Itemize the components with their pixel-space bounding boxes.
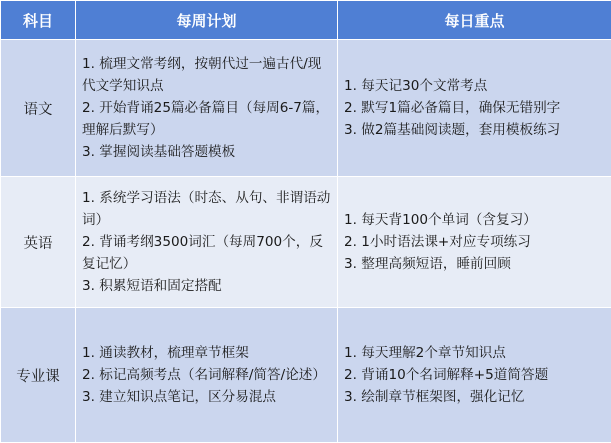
daily-focus-list [344, 342, 605, 408]
list-item: 1. 每天理解2个章节知识点 [344, 342, 605, 364]
list-item: 2. 开始背诵25篇必备篇目（每周6-7篇，理解后默写） [82, 97, 331, 141]
list-item: 3. 绘制章节框架图，强化记忆 [344, 386, 605, 408]
header-daily-focus: 每日重点 [338, 1, 611, 40]
table-header [1, 1, 611, 40]
weekly-plan-cell [76, 177, 338, 308]
weekly-plan-cell [76, 308, 338, 443]
header-row [1, 1, 611, 40]
daily-focus-cell [338, 40, 611, 177]
list-item: 1. 梳理文常考纲，按朝代过一遍古代/现代文学知识点 [82, 53, 331, 97]
daily-focus-cell [338, 308, 611, 443]
list-item: 1. 每天记30个文常考点 [344, 75, 605, 97]
list-item: 2. 1小时语法课+对应专项练习 [344, 231, 605, 253]
list-item: 1. 每天背100个单词（含复习） [344, 209, 605, 231]
list-item: 3. 建立知识点笔记，区分易混点 [82, 386, 331, 408]
list-item: 1. 通读教材，梳理章节框架 [82, 342, 331, 364]
header-subject: 科目 [1, 1, 76, 40]
daily-focus-cell [338, 177, 611, 308]
list-item: 3. 做2篇基础阅读题，套用模板练习 [344, 119, 605, 141]
subject-chinese: 语文 [1, 40, 76, 177]
table-row [1, 40, 611, 177]
daily-focus-list [344, 209, 605, 275]
weekly-plan-list [82, 342, 331, 408]
list-item: 3. 积累短语和固定搭配 [82, 275, 331, 297]
table-row [1, 177, 611, 308]
list-item: 3. 整理高频短语，睡前回顾 [344, 253, 605, 275]
header-weekly-plan: 每周计划 [76, 1, 338, 40]
list-item: 3. 掌握阅读基础答题模板 [82, 141, 331, 163]
list-item: 2. 标记高频考点（名词解释/简答/论述） [82, 364, 331, 386]
subject-major: 专业课 [1, 308, 76, 443]
daily-focus-list [344, 75, 605, 141]
list-item: 1. 系统学习语法（时态、从句、非谓语动词） [82, 187, 331, 231]
list-item: 2. 默写1篇必备篇目，确保无错别字 [344, 97, 605, 119]
subject-english: 英语 [1, 177, 76, 308]
weekly-plan-list [82, 53, 331, 163]
list-item: 2. 背诵10个名词解释+5道简答题 [344, 364, 605, 386]
list-item: 2. 背诵考纲3500词汇（每周700个，反复记忆） [82, 231, 331, 275]
weekly-plan-list [82, 187, 331, 297]
weekly-plan-cell [76, 40, 338, 177]
table-row [1, 308, 611, 443]
